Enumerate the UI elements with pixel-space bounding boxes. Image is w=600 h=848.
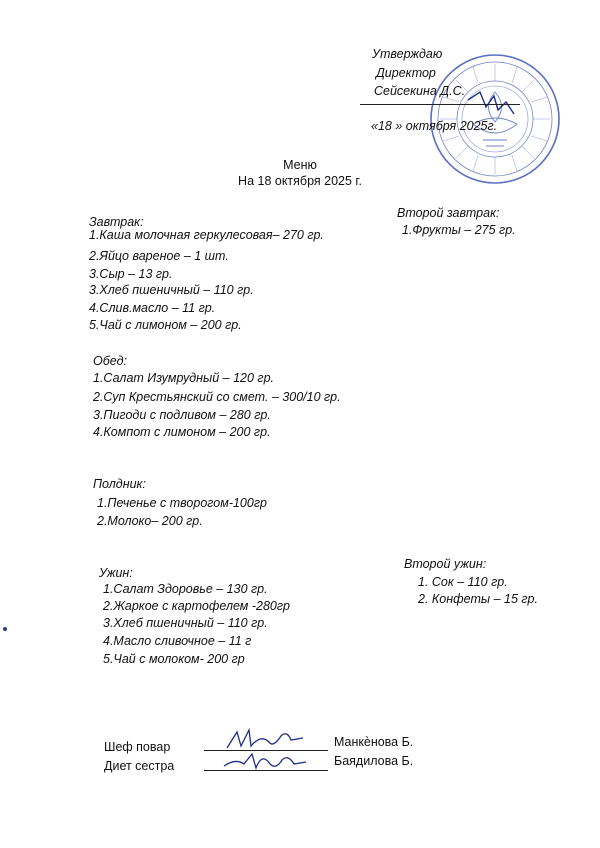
- chef-name: Манкѐнова Б.: [334, 735, 414, 749]
- approval-label: Утверждаю: [372, 47, 443, 61]
- list-item: 2. Конфеты – 15 гр.: [418, 592, 538, 606]
- list-item: 5.Чай с лимоном – 200 гр.: [89, 318, 242, 332]
- dinner-heading: Ужин:: [99, 566, 133, 580]
- list-item: 1.Салат Изумрудный – 120 гр.: [93, 371, 274, 385]
- ink-dot: [3, 627, 7, 631]
- list-item: 3.Сыр – 13 гр.: [89, 267, 173, 281]
- page-subtitle: На 18 октября 2025 г.: [238, 174, 362, 188]
- list-item: 1.Фрукты – 275 гр.: [402, 223, 516, 237]
- list-item: 1.Салат Здоровье – 130 гр.: [103, 582, 268, 596]
- list-item: 2.Молоко– 200 гр.: [97, 514, 203, 528]
- list-item: 4.Масло сливочное – 11 г: [103, 634, 252, 648]
- list-item: 2.Яйцо вареное – 1 шт.: [89, 249, 229, 263]
- breakfast-heading: Завтрак:: [89, 215, 144, 229]
- nurse-label: Диет сестра: [104, 759, 175, 773]
- chef-label: Шеф повар: [104, 740, 171, 754]
- lunch-heading: Обед:: [93, 354, 127, 368]
- list-item: 3.Хлеб пшеничный – 110 гр.: [89, 283, 254, 297]
- page-title: Меню: [283, 158, 317, 172]
- list-item: 4.Слив.масло – 11 гр.: [89, 301, 216, 315]
- list-item: 1.Печенье с творогом-100гр: [97, 496, 267, 510]
- approval-role: Директор: [376, 66, 436, 80]
- list-item: 3.Пигоди с подливом – 280 гр.: [93, 408, 271, 422]
- second-breakfast-heading: Второй завтрак:: [397, 206, 500, 220]
- list-item: 1. Сок – 110 гр.: [418, 575, 508, 589]
- list-item: 5.Чай с молоком- 200 гр: [103, 652, 245, 666]
- nurse-signature: [222, 748, 308, 774]
- approval-date: «18 » октября 2025г.: [371, 119, 498, 133]
- list-item: 3.Хлеб пшеничный – 110 гр.: [103, 616, 268, 630]
- approval-signature-line: [360, 104, 520, 105]
- approval-name: Сейсекина Д.С.: [374, 84, 466, 98]
- list-item: 2.Суп Крестьянский со смет. – 300/10 гр.: [93, 390, 341, 404]
- list-item: 2.Жаркое с картофелем -280гр: [103, 599, 290, 613]
- list-item: 1.Каша молочная геркулесовая– 270 гр.: [89, 228, 324, 242]
- second-dinner-heading: Второй ужин:: [404, 557, 487, 571]
- snack-heading: Полдник:: [93, 477, 146, 491]
- nurse-name: Баядилова Б.: [334, 754, 414, 768]
- list-item: 4.Компот с лимоном – 200 гр.: [93, 425, 271, 439]
